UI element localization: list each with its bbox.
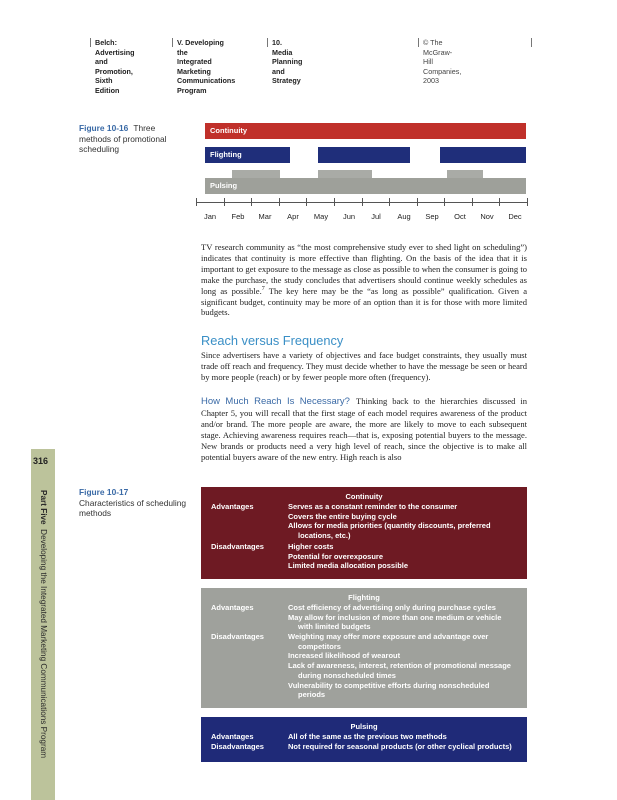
- pulsing-peak-1: [232, 170, 280, 178]
- axis-tick: [251, 198, 252, 206]
- month-label: Apr: [287, 212, 299, 221]
- month-label: Nov: [480, 212, 494, 221]
- header-chapter: 10. Media Planning and Strategy: [272, 38, 303, 85]
- flighting-bar-3: [440, 147, 526, 163]
- header-book: Belch: Advertising and Promotion, Sixth Edition: [95, 38, 135, 95]
- paragraph-3: How Much Reach Is Necessary? Thinking back to the hierarchies discussed in Chapter 5, you will recall that the first stage of each model requires awareness of the product and/or brand. The more people are aware, the more are likely to move to each subsequent stage. Achieving awareness requires reach—that is, exposing potential buyers to the message. New brands or products need a very high level of reach, since the objective is to make all potential buyers aware of the new entry. High reach is also: [201, 396, 527, 462]
- pulsing-bar: Pulsing: [205, 178, 526, 194]
- axis-tick: [417, 198, 418, 206]
- continuity-table: Continuity Advantages Serves as a constant reminder to the consumer Covers the entire buying cycle Allows for media priorities (quantity discounts, preferred locations, etc.) Disadvantages Higher costs Potential for overexposure Limited media allocation possible: [201, 487, 527, 579]
- month-label: Jan: [203, 212, 217, 221]
- pulsing-table: Pulsing Advantages All of the same as the previous two methods Disadvantages Not required for seasonal products (or other cyclical products): [201, 717, 527, 762]
- axis-tick: [389, 198, 390, 206]
- pulsing-peak-3: [447, 170, 483, 178]
- figure-16-caption: Figure 10-16 Three methods of promotional scheduling: [79, 123, 167, 154]
- header-copyright: © The McGraw-Hill Companies, 2003: [423, 38, 462, 85]
- section-title: Reach versus Frequency: [201, 333, 344, 348]
- part-label: Part Five Developing the Integrated Marketing Communications Program: [39, 490, 48, 759]
- flighting-bar-2: [318, 147, 410, 163]
- pulsing-peak-2: [318, 170, 372, 178]
- axis-tick: [306, 198, 307, 206]
- subsection-title: How Much Reach Is Necessary?: [201, 396, 350, 407]
- axis-tick: [196, 198, 197, 206]
- month-label: Mar: [258, 212, 272, 221]
- axis-tick: [527, 198, 528, 206]
- figure-17-caption: Figure 10-17 Characteristics of scheduling methods: [79, 487, 187, 518]
- paragraph-1: TV research community as “the most comprehensive study ever to shed light on scheduling”) indicates that continuity is more effective than flighting. On the basis of the idea that it is important to get exposure to the message as close as possible to when the consumer is going to make the purchase, the study concludes that advertisers should continue weekly schedules as long as possible.$^7$ The key here may be the “as long as possible” qualification. Given a significant budget, continuity may be more of an option than it is for those with more limited budgets.: [201, 242, 527, 318]
- axis-tick: [362, 198, 363, 206]
- month-label: Aug: [397, 212, 411, 221]
- continuity-bar: Continuity: [205, 123, 526, 139]
- month-label: Jul: [371, 212, 381, 221]
- axis-tick: [224, 198, 225, 206]
- axis-tick: [279, 198, 280, 206]
- month-label: Dec: [508, 212, 522, 221]
- month-label: Oct: [454, 212, 466, 221]
- month-label: Sep: [425, 212, 439, 221]
- axis-tick: [444, 198, 445, 206]
- flighting-bar-1: Flighting: [205, 147, 290, 163]
- flighting-table: Flighting Advantages Cost efficiency of advertising only during purchase cycles May allow for inclusion of more than one medium or vehicle with limited budgets Disadvantages Weighting may offer more exposure and advantage over competitors Increased likelihood of wearout Lack of awareness, interest, retention of promotional message during nonscheduled times Vulnerability to competitive efforts during nonscheduled periods: [201, 588, 527, 708]
- month-label: Jun: [342, 212, 356, 221]
- page-number: 316: [33, 456, 49, 466]
- header-part: V. Developing the Integrated Marketing Communications Program: [177, 38, 236, 95]
- month-label: May: [313, 212, 329, 221]
- axis-tick: [334, 198, 335, 206]
- axis-tick: [472, 198, 473, 206]
- axis-tick: [499, 198, 500, 206]
- month-label: Feb: [231, 212, 245, 221]
- paragraph-2: Since advertisers have a variety of objectives and face budget constraints, they usually must trade off reach and frequency. They must decide whether to have the message be seen or heard by more people (reach) or by fewer people more often (frequency).: [201, 350, 527, 382]
